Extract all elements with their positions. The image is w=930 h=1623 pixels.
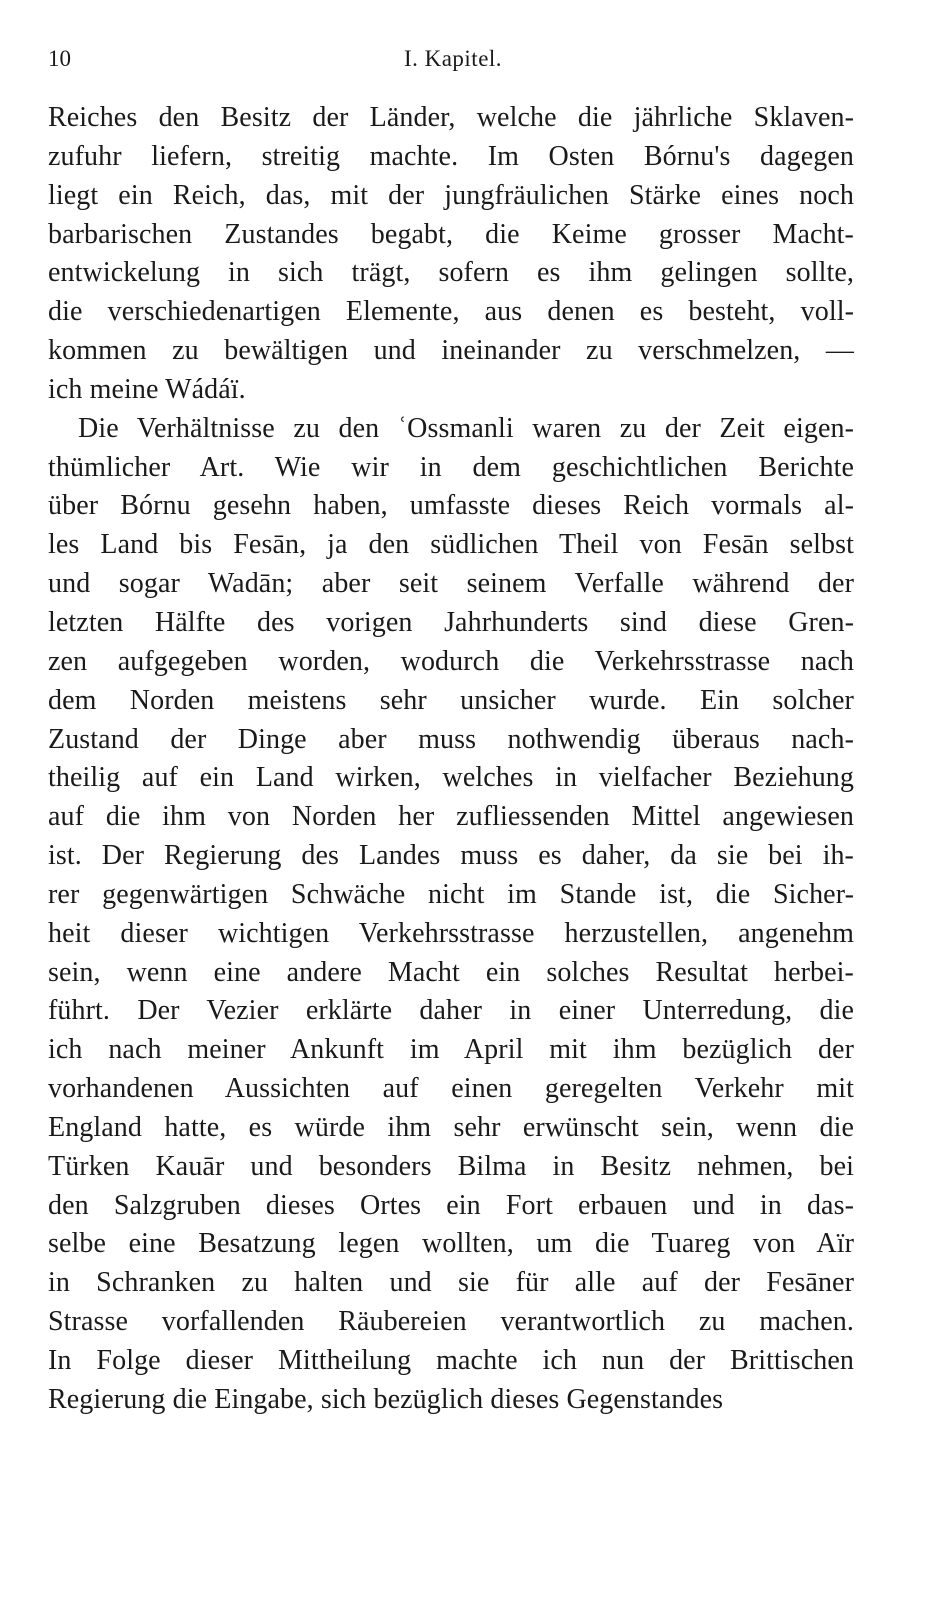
text-line: ich nach meiner Ankunft im April mit ihm bezüglich der — [48, 1034, 854, 1066]
text-line: liegt ein Reich, das, mit der jungfräulichen Stärke eines noch — [48, 179, 854, 211]
text-line: In Folge dieser Mittheilung machte ich nun der Brittischen — [48, 1345, 854, 1376]
text-line: rer gegenwärtigen Schwäche nicht im Stande ist, die Sicher- — [48, 878, 854, 910]
text-line: ist. Der Regierung des Landes muss es daher, da sie bei ih- — [48, 840, 854, 872]
text-line: ich meine Wádáï. — [48, 373, 246, 405]
text-line: den Salzgruben dieses Ortes ein Fort erbauen und in das- — [48, 1189, 854, 1221]
text-line: Reiches den Besitz der Länder, welche die jährliche Sklaven- — [48, 102, 854, 133]
text-line: zen aufgegeben worden, wodurch die Verkehrsstrasse nach — [48, 645, 854, 677]
text-line: dem Norden meistens sehr unsicher wurde. Ein solcher — [48, 684, 854, 716]
text-line: les Land bis Fesān, ja den südlichen Theil von Fesān selbst — [48, 529, 854, 561]
text-line: barbarischen Zustandes begabt, die Keime grosser Macht- — [48, 218, 854, 250]
text-line: zufuhr liefern, streitig machte. Im Osten Bórnu's dagegen — [48, 140, 854, 172]
text-line: theilig auf ein Land wirken, welches in vielfacher Beziehung — [48, 762, 854, 794]
text-line: auf die ihm von Norden her zufliessenden Mittel angewiesen — [48, 801, 854, 833]
text-line: heit dieser wichtigen Verkehrsstrasse herzustellen, angenehm — [48, 917, 854, 949]
text-line: Zustand der Dinge aber muss nothwendig überaus nach- — [48, 723, 854, 755]
text-line: die verschiedenartigen Elemente, aus denen es besteht, voll- — [48, 296, 854, 328]
text-line: führt. Der Vezier erklärte daher in einer Unterredung, die — [48, 995, 854, 1027]
running-head — [48, 44, 858, 80]
page-number: 10 — [48, 46, 71, 71]
text-line: entwickelung in sich trägt, sofern es ihm gelingen sollte, — [48, 257, 854, 289]
text-line: in Schranken zu halten und sie für alle auf der Fesāner — [48, 1267, 854, 1299]
text-line: Regierung die Eingabe, sich bezüglich dieses Gegenstandes — [48, 1383, 724, 1415]
text-line: letzten Hälfte des vorigen Jahrhunderts sind diese Gren- — [48, 606, 854, 638]
text-line: über Bórnu gesehn haben, umfasste dieses Reich vormals al- — [48, 490, 854, 522]
text-line: Die Verhältnisse zu den ʿOssmanli waren zu der Zeit eigen- — [78, 412, 854, 444]
text-line: England hatte, es würde ihm sehr erwünscht sein, wenn die — [48, 1111, 854, 1143]
text-line: Strasse vorfallenden Räubereien verantwortlich zu machen. — [48, 1306, 854, 1338]
chapter-title: I. Kapitel. — [403, 46, 503, 71]
text-line: sein, wenn eine andere Macht ein solches Resultat herbei- — [48, 956, 854, 988]
text-line: thümlicher Art. Wie wir in dem geschichtlichen Berichte — [48, 451, 854, 483]
text-line: Türken Kauār und besonders Bilma in Besitz nehmen, bei — [48, 1150, 854, 1182]
text-line: selbe eine Besatzung legen wollten, um die Tuareg von Aïr — [48, 1228, 854, 1260]
paragraph — [48, 410, 854, 1420]
text-line: kommen zu bewältigen und ineinander zu verschmelzen, — — [48, 335, 854, 367]
body-text — [48, 99, 854, 1420]
text-line: und sogar Wadān; aber seit seinem Verfalle während der — [48, 568, 854, 600]
text-line: vorhandenen Aussichten auf einen geregelten Verkehr mit — [48, 1073, 854, 1105]
paragraph — [48, 99, 854, 410]
